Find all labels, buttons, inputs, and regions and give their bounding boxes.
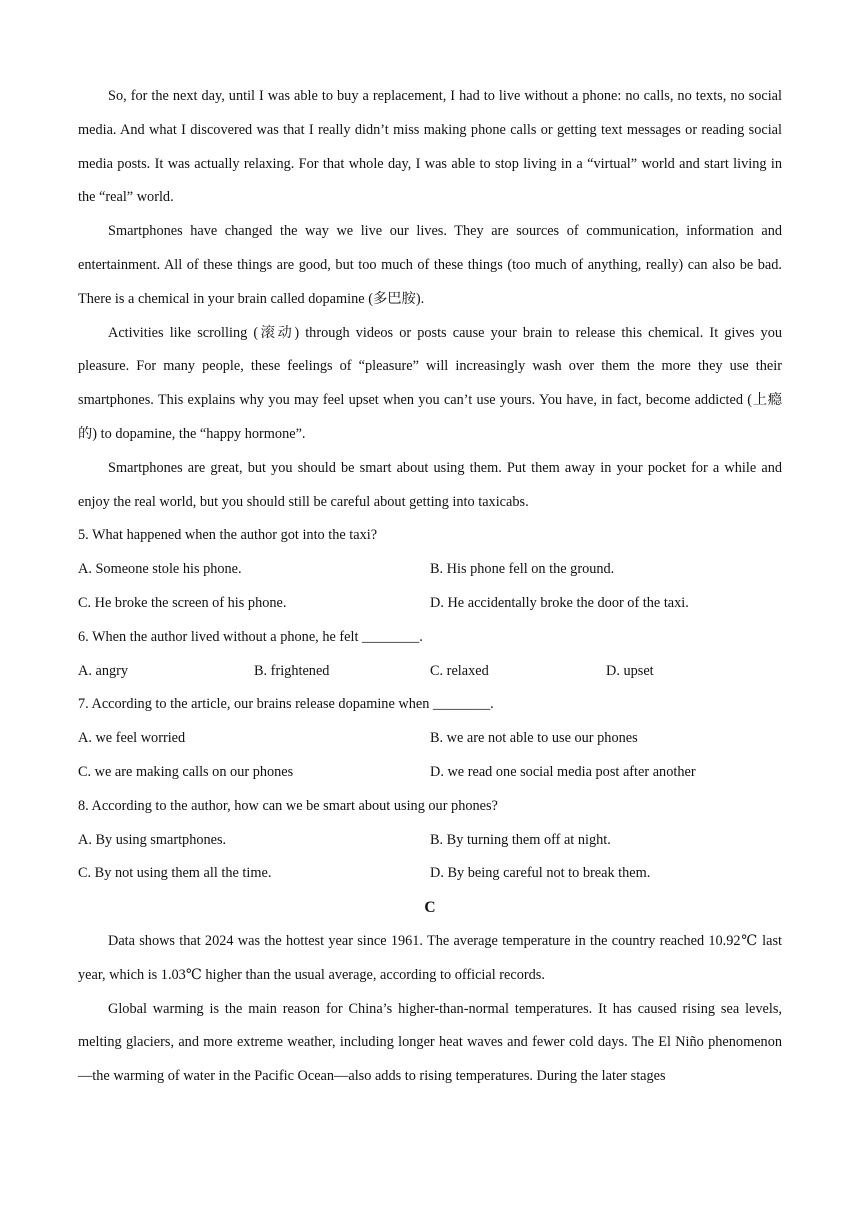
question-8 [78,790,782,891]
question-stem: 5. What happened when the author got into the taxi? [78,527,378,544]
question-5 [78,519,782,620]
option-b: B. we are not able to use our phones [430,730,638,747]
passage-b-text [78,80,782,519]
option-b: B. frightened [254,662,330,679]
option-d: D. He accidentally broke the door of the taxi. [430,594,689,611]
option-a: A. we feel worried [78,730,186,747]
option-c: C. we are making calls on our phones [78,763,294,780]
question-7 [78,688,782,789]
paragraph: Data shows that 2024 was the hottest year since 1961. The average temperature in the country reached 10.92℃ last year, which is 1.03℃ higher than the usual average, according to official records. [78,932,782,983]
options-row [78,655,782,689]
document-page [78,80,782,1094]
option-a: A. By using smartphones. [78,831,227,848]
question-stem: 8. According to the author, how can we be smart about using our phones? [78,797,498,814]
question-stem: 7. According to the article, our brains release dopamine when ________. [78,696,494,713]
options-row [78,722,782,756]
option-d: D. we read one social media post after another [430,763,696,780]
options-row [78,824,782,858]
option-b: B. His phone fell on the ground. [430,561,615,578]
section-title: C [424,899,436,917]
option-d: D. By being careful not to break them. [430,865,651,882]
option-c: C. relaxed [430,662,489,679]
option-a: A. Someone stole his phone. [78,561,242,578]
options-row [78,857,782,891]
paragraph: Global warming is the main reason for China’s higher-than-normal temperatures. It has caused rising sea levels, melting glaciers, and more extreme weather, including longer heat waves and fewer cold days. The El Niño phenomenon—the warming of water in the Pacific Ocean—also adds to rising temperatures. During the later stages [78,1000,782,1085]
paragraph: Smartphones have changed the way we live our lives. They are sources of communication, information and entertainment. All of these things are good, but too much of these things (too much of anything, really) can also be bad. There is a chemical in your brain called dopamine (多巴胺). [78,223,782,307]
option-c: C. He broke the screen of his phone. [78,594,287,611]
paragraph: Smartphones are great, but you should be smart about using them. Put them away in your pocket for a while and enjoy the real world, but you should still be careful about getting into taxicabs. [78,459,782,510]
paragraph: So, for the next day, until I was able to buy a replacement, I had to live without a phone: no calls, no texts, no social media. And what I discovered was that I really didn’t miss making phone calls or getting text messages or reading social media posts. It was actually relaxing. For that whole day, I was able to stop living in a “virtual” world and start living in the “real” world. [78,88,782,206]
option-d: D. upset [606,662,654,679]
paragraph: Activities like scrolling (滚动) through videos or posts cause your brain to release this chemical. It gives you pleasure. For many people, these feelings of “pleasure” will increasingly wash over them the more they use their smartphones. This explains why you may feel upset when you can’t use yours. You have, in fact, become addicted (上瘾的) to dopamine, the “happy hormone”. [78,324,782,442]
options-row [78,587,782,621]
options-row [78,756,782,790]
option-c: C. By not using them all the time. [78,865,272,882]
question-stem: 6. When the author lived without a phone, he felt ________. [78,628,423,645]
option-b: B. By turning them off at night. [430,831,611,848]
options-row [78,553,782,587]
passage-c-text [78,925,782,1094]
option-a: A. angry [78,662,129,679]
question-6 [78,621,782,689]
